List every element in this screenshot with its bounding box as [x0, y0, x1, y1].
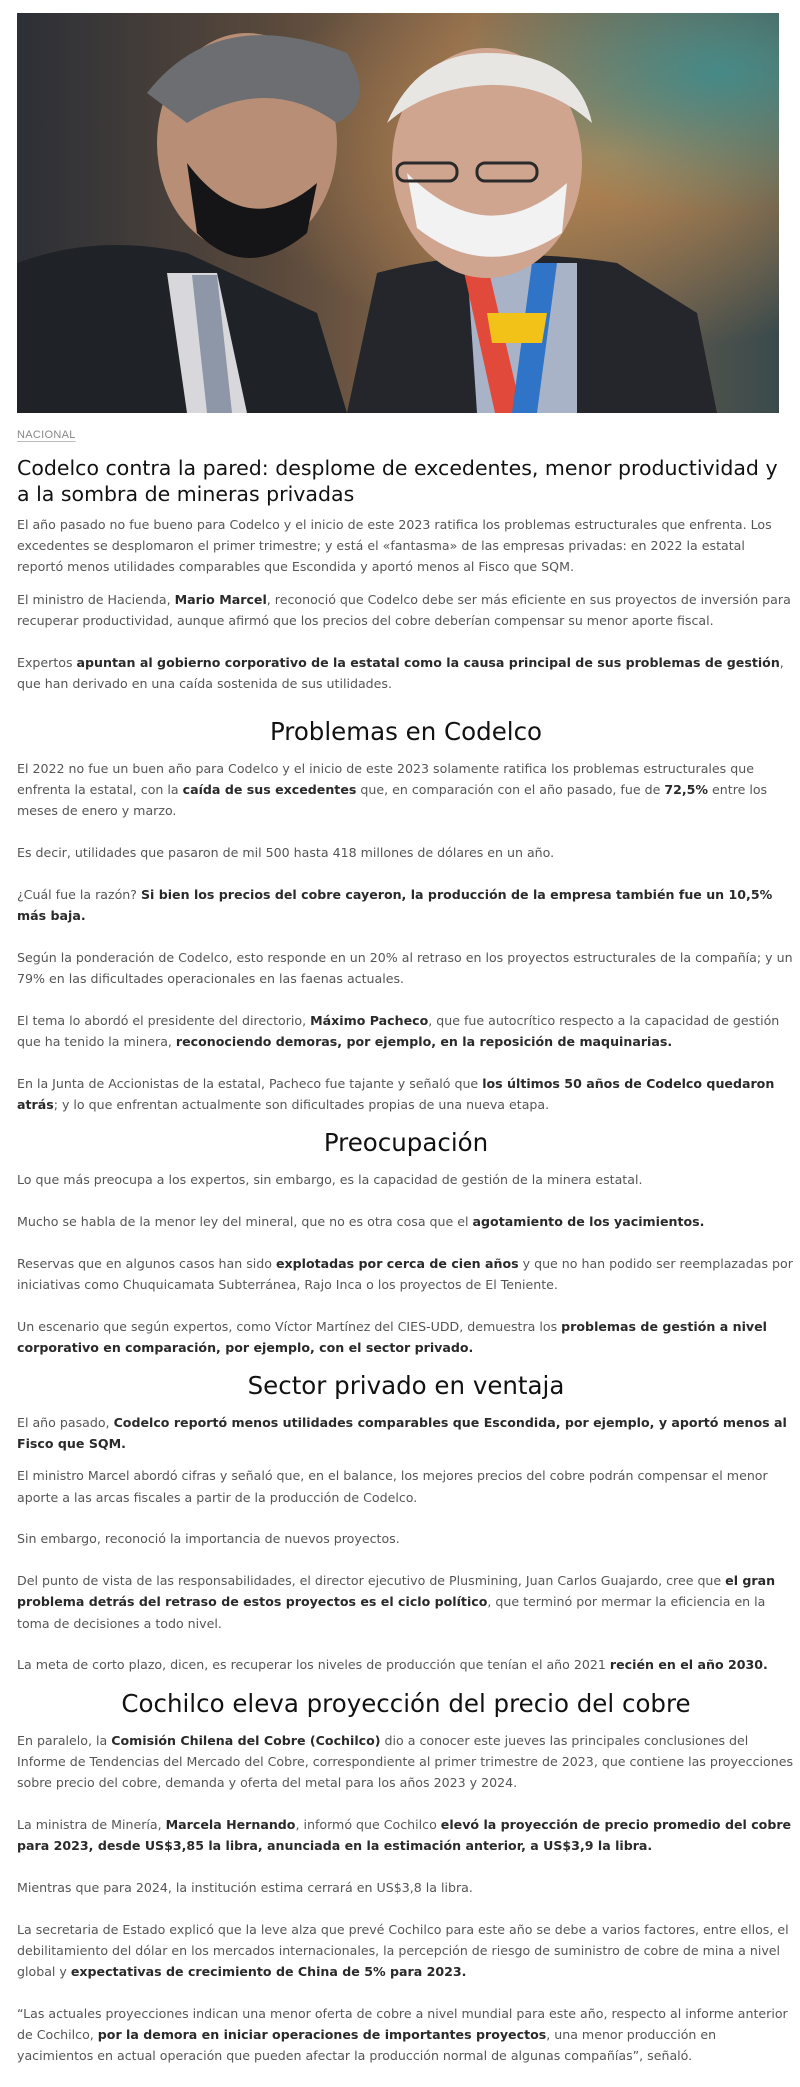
- article-body: [17, 514, 795, 2087]
- paragraph-marcel: El ministro Marcel abordó cifras y señaló que, en el balance, los mejores precios del cobre podrán compensar el menor aporte a las arcas fiscales a partir de la producción de Codelco.: [17, 1468, 768, 1505]
- subheading-preocupacion: Preocupación: [323, 1128, 489, 1158]
- paragraph-expertos: Expertos apuntan al gobierno corporativo de la estatal como la causa principal de sus problemas de gestión, que han derivado en una caída sostenida de sus utilidades.: [17, 654, 784, 691]
- lead-paragraph-2: El ministro de Hacienda, Mario Marcel, reconoció que Codelco debe ser más eficiente en sus proyectos de inversión para recuperar productividad, aunque afirmó que los precios del cobre deberían compensar su menor aporte fiscal.: [17, 591, 791, 628]
- paragraph-utilidades: Es decir, utilidades que pasaron de mil 500 hasta 418 millones de dólares en un año.: [17, 844, 555, 860]
- paragraph-pacheco: El tema lo abordó el presidente del directorio, Máximo Pacheco, que fue autocrítico respecto a la capacidad de gestión que ha tenido la minera, reconociendo demoras, por ejemplo, en la reposición de maquinarias.: [17, 1012, 780, 1049]
- subheading-cochilco: Cochilco eleva proyección del precio del cobre: [121, 1688, 691, 1718]
- paragraph-junta: En la Junta de Accionistas de la estatal, Pacheco fue tajante y señaló que los últimos 50 años de Codelco quedaron atrás; y lo que enfrentan actualmente son dificultades propias de una nueva etapa.: [17, 1075, 775, 1112]
- lead-paragraph-1: El año pasado no fue bueno para Codelco y el inicio de este 2023 ratifica los problemas estructurales que enfrenta. Los excedentes se desplomaron el primer trimestre; y está el «fantasma» de las empresas privadas: en 2022 la estatal reportó menos utilidades comparables que Escondida y aportó menos al Fisco que SQM.: [17, 517, 772, 575]
- paragraph-hernando: La ministra de Minería, Marcela Hernando, informó que Cochilco elevó la proyección de precio promedio del cobre para 2023, desde US$3,85 la libra, anunciada en la estimación anterior, a US$3,9 la libra.: [17, 1816, 792, 1854]
- subheading-problemas: Problemas en Codelco: [269, 716, 543, 746]
- paragraph-cita: “Las actuales proyecciones indican una menor oferta de cobre a nivel mundial para este año, respecto al informe anterior de Cochilco, por la demora en iniciar operaciones de importantes proyectos, una menor producción en yacimientos en actual operación que pueden afectar la producción normal de algunas compañías”, señaló.: [17, 2005, 788, 2064]
- paragraph-secretaria: La secretaria de Estado explicó que la leve alza que prevé Cochilco para este año se debe a varios factores, entre ellos, el debilitamiento del dólar en los mercados internacionales, la percepción de riesgo de suministro de cobre de mina a nivel global y expectativas de crecimiento de China de 5% para 2023.: [17, 1921, 789, 1980]
- section-tag-link[interactable]: NACIONAL: [17, 429, 76, 441]
- paragraph-meta: La meta de corto plazo, dicen, es recuperar los niveles de producción que tenían el año 2021 recién en el año 2030.: [17, 1657, 768, 1673]
- paragraph-ley-mineral: Mucho se habla de la menor ley del mineral, que no es otra cosa que el agotamiento de los yacimientos.: [17, 1213, 705, 1229]
- paragraph-reservas: Reservas que en algunos casos han sido explotadas por cerca de cien años y que no han podido ser reemplazadas por iniciativas como Chuquicamata Subterránea, Rajo Inca o los proyectos de El Teniente.: [17, 1255, 793, 1292]
- article-title: Codelco contra la pared: desplome de excedentes, menor productividad y a la sombra de mineras privadas: [17, 456, 778, 506]
- paragraph-excedentes: El 2022 no fue un buen año para Codelco y el inicio de este 2023 solamente ratifica los problemas estructurales que enfrenta la estatal, con la caída de sus excedentes que, en comparación con el año pasado, fue de 72,5% entre los meses de enero y marzo.: [17, 760, 768, 819]
- hero-photo[interactable]: [17, 13, 779, 413]
- paragraph-nuevos-proyectos: Sin embargo, reconoció la importancia de nuevos proyectos.: [17, 1531, 400, 1547]
- subheading-sector-privado: Sector privado en ventaja: [247, 1371, 565, 1401]
- paragraph-guajardo: Del punto de vista de las responsabilidades, el director ejecutivo de Plusmining, Juan Carlos Guajardo, cree que el gran problema detrás del retraso de estos proyectos es el ciclo político, que terminó por mermar la eficiencia en la toma de decisiones a todo nivel.: [17, 1573, 776, 1631]
- paragraph-capacidad: Lo que más preocupa a los expertos, sin embargo, es la capacidad de gestión de la minera estatal.: [17, 1172, 643, 1188]
- paragraph-ano-pasado: El año pasado, Codelco reportó menos utilidades comparables que Escondida, por ejemplo, y aportó menos al Fisco que SQM.: [17, 1415, 787, 1452]
- hero-image: [17, 13, 779, 413]
- paragraph-cochilco-informe: En paralelo, la Comisión Chilena del Cobre (Cochilco) dio a conocer este jueves las principales conclusiones del Informe de Tendencias del Mercado del Cobre, correspondiente al primer trimestre de 2023, que contiene las proyecciones sobre precio del cobre, demanda y oferta del metal para los años 2023 y 2024.: [17, 1732, 794, 1791]
- paragraph-2024: Mientras que para 2024, la institución estima cerrará en US$3,8 la libra.: [17, 1879, 473, 1895]
- paragraph-escenario: Un escenario que según expertos, como Víctor Martínez del CIES-UDD, demuestra los problemas de gestión a nivel corporativo en comparación, por ejemplo, con el sector privado.: [17, 1318, 767, 1355]
- paragraph-ponderacion: Según la ponderación de Codelco, esto responde en un 20% al retraso en los proyectos estructurales de la compañía; y un 79% en las dificultades operacionales en las faenas actuales.: [17, 949, 793, 986]
- paragraph-razon: ¿Cuál fue la razón? Si bien los precios del cobre cayeron, la producción de la empresa también fue un 10,5% más baja.: [17, 886, 773, 923]
